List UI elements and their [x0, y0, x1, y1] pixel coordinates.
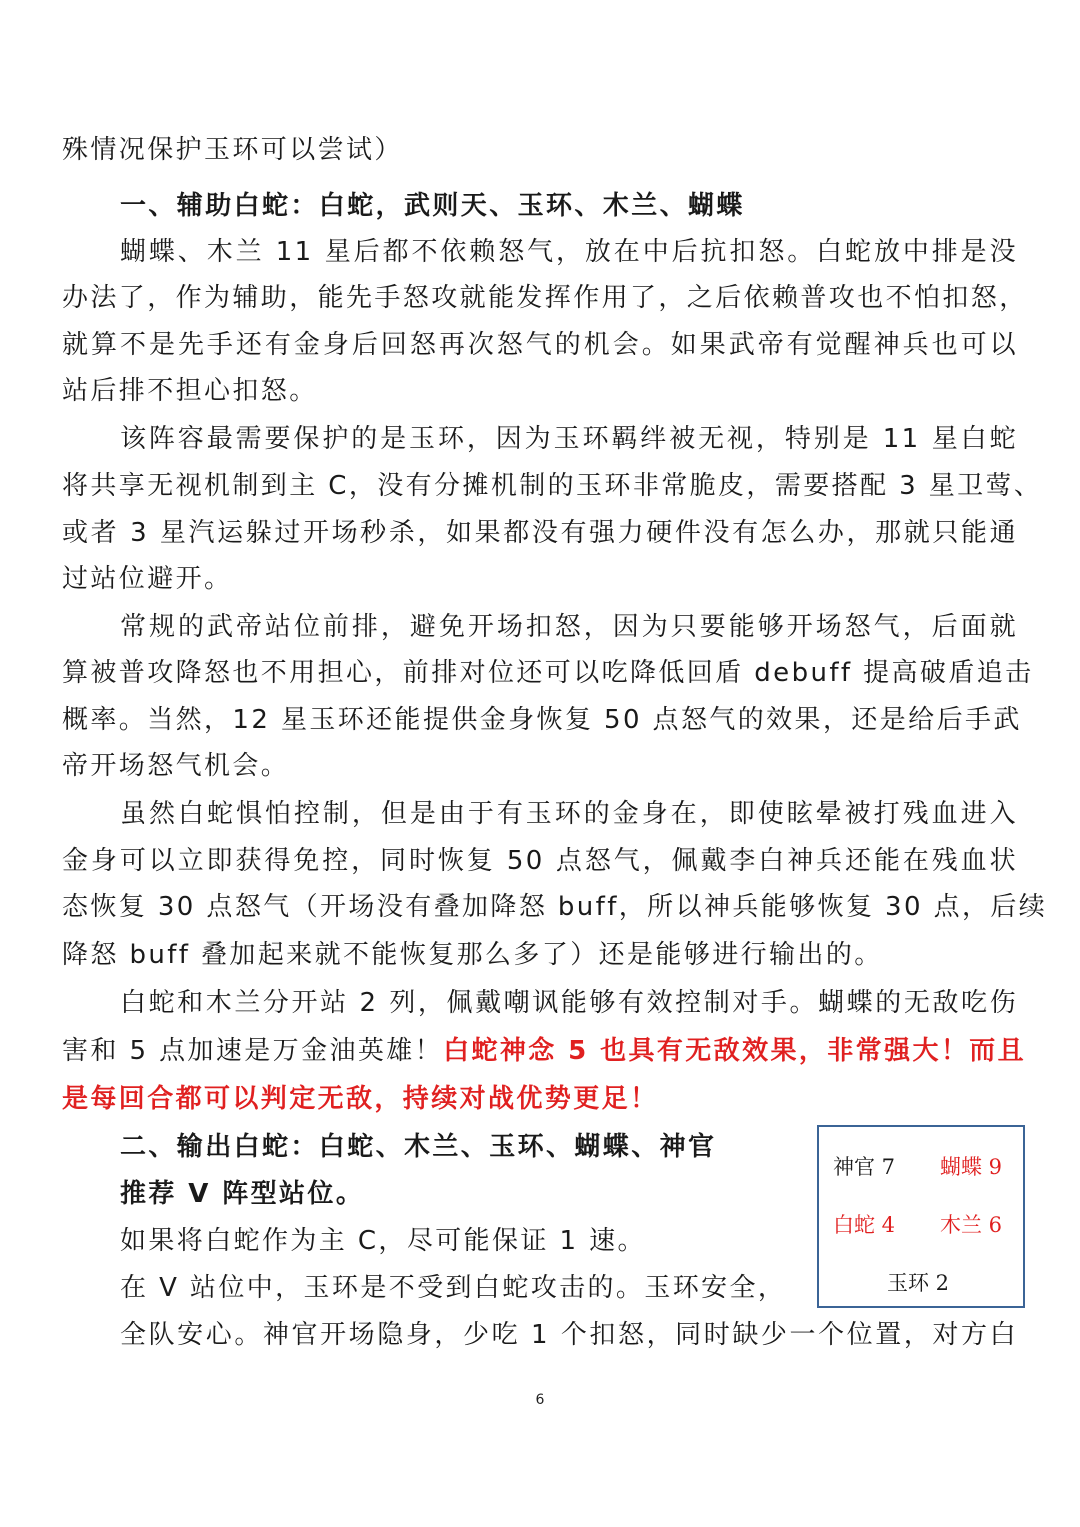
text-line: 蝴蝶、木兰 11 星后都不依赖怒气，放在中后抗扣怒。白蛇放中排是没 [120, 237, 1018, 267]
lineup-yuhuan: 玉环 2 [887, 1271, 950, 1295]
lineup-hudie: 蝴蝶 9 [940, 1155, 1003, 1179]
text-line: 算被普攻降怒也不用担心，前排对位还可以吃降低回盾 debuff 提高破盾追击 [62, 658, 1034, 688]
text-line: 就算不是先手还有金身后回怒再次怒气的机会。如果武帝有觉醒神兵也可以 [62, 330, 1018, 360]
text-line: 金身可以立即获得免控，同时恢复 50 点怒气，佩戴李白神兵还能在残血状 [62, 846, 1018, 876]
text-line: 如果将白蛇作为主 C，尽可能保证 1 速。 [120, 1226, 646, 1256]
text-line: 殊情况保护玉环可以尝试） [62, 135, 403, 165]
text-line: 常规的武帝站位前排，避免开场扣怒，因为只要能够开场怒气，后面就 [120, 612, 1018, 642]
text-line: 虽然白蛇惧怕控制，但是由于有玉环的金身在，即使眩晕被打残血进入 [120, 799, 1018, 829]
text-line: 态恢复 30 点怒气（开场没有叠加降怒 buff，所以神兵能够恢复 30 点，后续 [62, 892, 1048, 922]
text-line: 概率。当然，12 星玉环还能提供金身恢复 50 点怒气的效果，还是给后手武 [62, 705, 1022, 735]
text-line: 推荐 V 阵型站位。 [120, 1179, 365, 1209]
text-line: 在 V 站位中，玉环是不受到白蛇攻击的。玉环安全， [120, 1273, 787, 1303]
text-line: 该阵容最需要保护的是玉环，因为玉环羁绊被无视，特别是 11 星白蛇 [120, 424, 1018, 454]
lineup-baishe: 白蛇 4 [833, 1213, 896, 1237]
section-heading: 二、输出白蛇：白蛇、木兰、玉环、蝴蝶、神官 [120, 1132, 717, 1162]
text-line: 站后排不担心扣怒。 [62, 376, 318, 406]
lineup-shenguan: 神官 7 [833, 1155, 896, 1179]
lineup-diagram [817, 1125, 1025, 1308]
section-heading: 一、辅助白蛇：白蛇，武则天、玉环、木兰、蝴蝶 [120, 191, 745, 221]
highlight-red-line: 是每回合都可以判定无敌，持续对战优势更足！ [62, 1084, 659, 1114]
text-line: 办法了，作为辅助，能先手怒攻就能发挥作用了，之后依赖普攻也不怕扣怒， [62, 283, 1028, 313]
text-line: 全队安心。神官开场隐身，少吃 1 个扣怒，同时缺少一个位置，对方白 [120, 1320, 1018, 1350]
text-normal: 害和 5 点加速是万金油英雄！ [62, 1036, 444, 1066]
text-line: 降怒 buff 叠加起来就不能恢复那么多了）还是能够进行输出的。 [62, 940, 883, 970]
lineup-mulan: 木兰 6 [940, 1213, 1003, 1237]
page-number: 6 [535, 1392, 545, 1408]
text-line: 或者 3 星汽运躲过开场秒杀，如果都没有强力硬件没有怎么办，那就只能通 [62, 518, 1018, 548]
text-line: 过站位避开。 [62, 564, 233, 594]
text-line: 将共享无视机制到主 C，没有分摊机制的玉环非常脆皮，需要搭配 3 星卫莺、 [62, 471, 1043, 501]
text-line: 白蛇和木兰分开站 2 列，佩戴嘲讽能够有效控制对手。蝴蝶的无敌吃伤 [120, 988, 1018, 1018]
highlight-red: 白蛇神念 5 也具有无敌效果，非常强大！而且 [443, 1036, 1027, 1066]
text-line: 帝开场怒气机会。 [62, 751, 290, 781]
text-line-mixed [62, 1028, 1027, 1074]
